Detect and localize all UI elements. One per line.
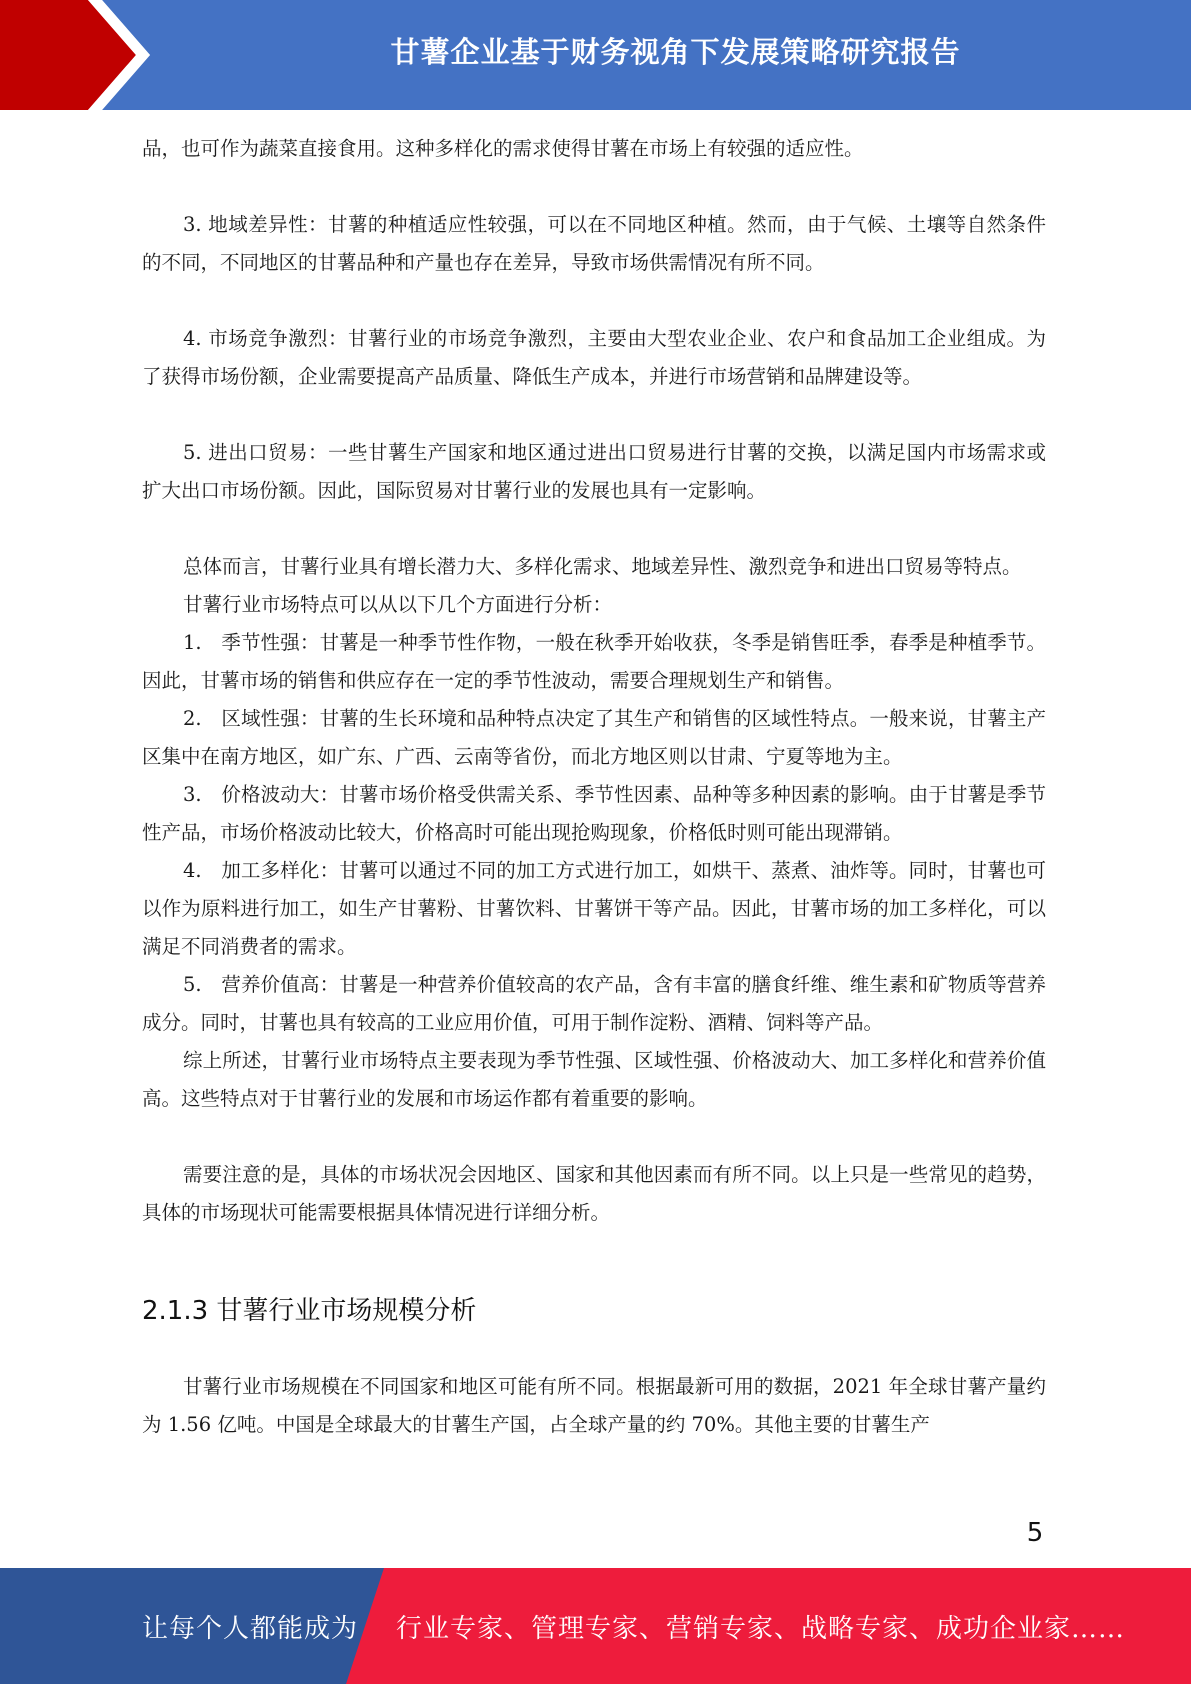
paragraph: 甘薯行业市场规模在不同国家和地区可能有所不同。根据最新可用的数据，2021 年全球甘薯产量约为 1.56 亿吨。中国是全球最大的甘薯生产国，占全球产量的约 70%。其他主要的甘薯生产 (142, 1375, 1046, 1436)
list-item: 5. 营养价值高：甘薯是一种营养价值较高的农产品，含有丰富的膳食纤维、维生素和矿物质等营养成分。同时，甘薯也具有较高的工业应用价值，可用于制作淀粉、酒精、饲料等产品。 (142, 973, 1046, 1034)
section-heading: 2.1.3 甘薯行业市场规模分析 (142, 1296, 477, 1326)
list-item: 4. 加工多样化：甘薯可以通过不同的加工方式进行加工，如烘干、蒸煮、油炸等。同时，甘薯也可以作为原料进行加工，如生产甘薯粉、甘薯饮料、甘薯饼干等产品。因此，甘薯市场的加工多样化，可以满足不同消费者的需求。 (142, 859, 1046, 958)
report-title: 甘薯企业基于财务视角下发展策略研究报告 (390, 34, 961, 69)
paragraph: 综上所述，甘薯行业市场特点主要表现为季节性强、区域性强、价格波动大、加工多样化和营养价值高。这些特点对于甘薯行业的发展和市场运作都有着重要的影响。 (142, 1049, 1046, 1110)
document-body (142, 130, 1046, 1444)
paragraph: 品，也可作为蔬菜直接食用。这种多样化的需求使得甘薯在市场上有较强的适应性。 (142, 137, 864, 160)
page-number: 5 (1026, 1518, 1044, 1548)
list-item: 2. 区域性强：甘薯的生长环境和品种特点决定了其生产和销售的区域性特点。一般来说，甘薯主产区集中在南方地区，如广东、广西、云南等省份，而北方地区则以甘肃、宁夏等地为主。 (142, 707, 1046, 768)
paragraph: 总体而言，甘薯行业具有增长潜力大、多样化需求、地域差异性、激烈竞争和进出口贸易等特点。 (183, 555, 1022, 578)
page-header (0, 0, 1191, 110)
footer-slogan-right: 行业专家、管理专家、营销专家、战略专家、成功企业家…… (396, 1613, 1126, 1644)
footer-slogan-left: 让每个人都能成为 (142, 1613, 359, 1644)
paragraph: 需要注意的是，具体的市场状况会因地区、国家和其他因素而有所不同。以上只是一些常见的趋势，具体的市场现状可能需要根据具体情况进行详细分析。 (142, 1163, 1046, 1224)
page-footer (0, 1568, 1191, 1684)
paragraph: 5. 进出口贸易：一些甘薯生产国家和地区通过进出口贸易进行甘薯的交换，以满足国内市场需求或扩大出口市场份额。因此，国际贸易对甘薯行业的发展也具有一定影响。 (142, 441, 1046, 502)
header-arrow-icon (0, 0, 160, 110)
paragraph: 甘薯行业市场特点可以从以下几个方面进行分析： (183, 593, 613, 616)
list-item: 3. 价格波动大：甘薯市场价格受供需关系、季节性因素、品种等多种因素的影响。由于甘薯是季节性产品，市场价格波动比较大，价格高时可能出现抢购现象，价格低时则可能出现滞销。 (142, 783, 1046, 844)
paragraph: 4. 市场竞争激烈：甘薯行业的市场竞争激烈，主要由大型农业企业、农户和食品加工企业组成。为了获得市场份额，企业需要提高产品质量、降低生产成本，并进行市场营销和品牌建设等。 (142, 327, 1046, 388)
list-item: 1. 季节性强：甘薯是一种季节性作物，一般在秋季开始收获，冬季是销售旺季，春季是种植季节。因此，甘薯市场的销售和供应存在一定的季节性波动，需要合理规划生产和销售。 (142, 631, 1046, 692)
paragraph: 3. 地域差异性：甘薯的种植适应性较强，可以在不同地区种植。然而，由于气候、土壤等自然条件的不同，不同地区的甘薯品种和产量也存在差异，导致市场供需情况有所不同。 (142, 213, 1046, 274)
